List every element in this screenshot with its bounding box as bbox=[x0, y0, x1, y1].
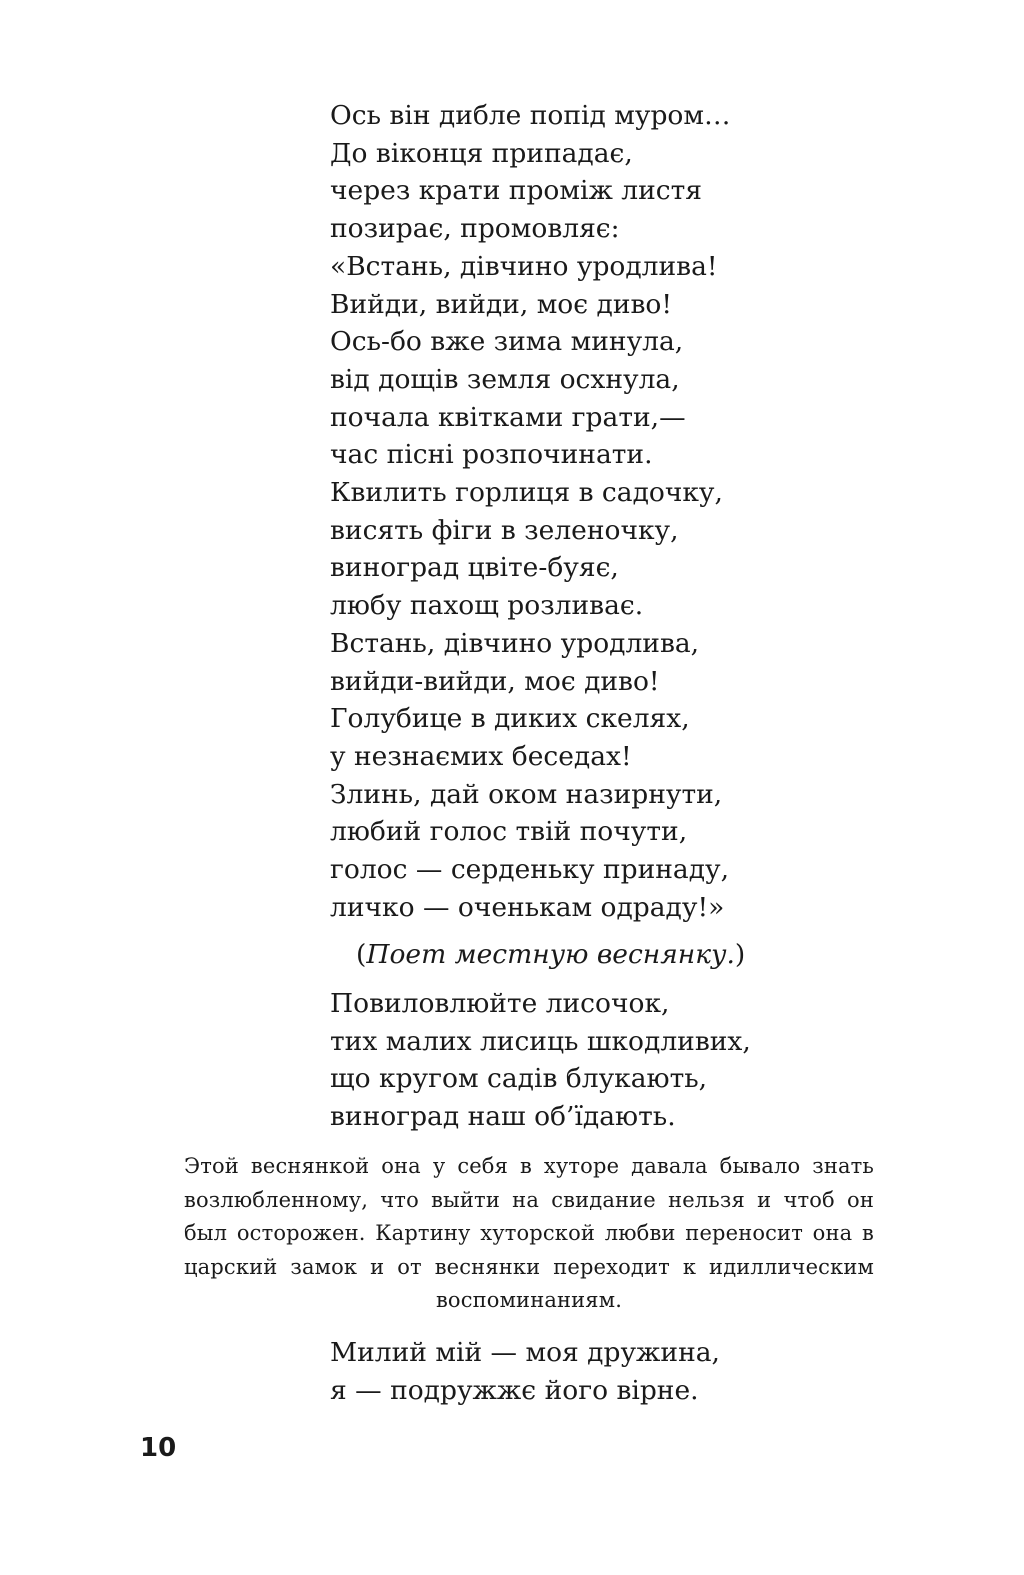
verse-line: у незнаємих беседах! bbox=[330, 740, 632, 772]
verse-line: вийди-вийди, моє диво! bbox=[330, 665, 660, 697]
verse-line: що кругом садів блукають, bbox=[330, 1063, 708, 1095]
verse-line: від дощів земля осхнула, bbox=[330, 363, 680, 395]
verse-line: через крати проміж листя bbox=[330, 175, 702, 207]
verse-line: позирає, промовляє: bbox=[330, 213, 620, 245]
verse-line: Милий мій — моя дружина, bbox=[330, 1337, 720, 1368]
verse-stanza-3 bbox=[330, 1334, 720, 1409]
stage-direction-close-paren: ) bbox=[734, 939, 746, 970]
verse-line: час пісні розпочинати. bbox=[330, 439, 653, 471]
commentary-paragraph: Этой веснянкой она у себя в хуторе давала бывало знать возлюбленному, что выйти на свидание нельзя и чтоб он был осторожен. Картину хуторской любви переносит она в царский замок и от веснянки переходит к идиллическим воспоминаниям. bbox=[184, 1154, 874, 1312]
verse-line: Ось-бо вже зима минула, bbox=[330, 326, 684, 358]
verse-stanza-1 bbox=[330, 97, 731, 926]
stage-direction-text: Поет местную веснянку. bbox=[366, 939, 735, 970]
verse-line: Злинь, дай оком назирнути, bbox=[330, 778, 723, 810]
verse-line: Ось він дибле попід муром… bbox=[330, 100, 731, 131]
verse-line: Голубице в диких скелях, bbox=[330, 703, 690, 735]
verse-line: виноград наш об’їдають. bbox=[330, 1101, 676, 1133]
verse-line: почала квітками грати,— bbox=[330, 401, 686, 433]
verse-stanza-2 bbox=[330, 985, 751, 1136]
verse-line: «Встань, дівчино уродлива! bbox=[330, 250, 718, 282]
verse-line: тих малих лисиць шкодливих, bbox=[330, 1025, 751, 1057]
verse-line: висять фіги в зеленочку, bbox=[330, 514, 679, 546]
verse-line: любий голос твій почути, bbox=[330, 816, 688, 848]
stage-direction-open-paren: ( bbox=[356, 939, 367, 970]
page-number: 10 bbox=[140, 1433, 177, 1463]
verse-line: любу пахощ розливає. bbox=[330, 590, 644, 622]
verse-line: Квилить горлиця в садочку, bbox=[330, 477, 723, 509]
verse-line: Вийди, вийди, моє диво! bbox=[330, 288, 673, 320]
stage-direction bbox=[356, 936, 745, 974]
verse-line: виноград цвіте-буяє, bbox=[330, 552, 619, 584]
verse-line: голос — серденьку принаду, bbox=[330, 854, 730, 886]
verse-line: Повиловлюйте лисочок, bbox=[330, 988, 670, 1019]
verse-line: я — подружжє його вірне. bbox=[330, 1374, 699, 1406]
verse-line: личко — оченькам одраду!» bbox=[330, 891, 725, 923]
verse-line: До віконця припадає, bbox=[330, 137, 633, 169]
verse-line: Встань, дівчино уродлива, bbox=[330, 627, 700, 659]
